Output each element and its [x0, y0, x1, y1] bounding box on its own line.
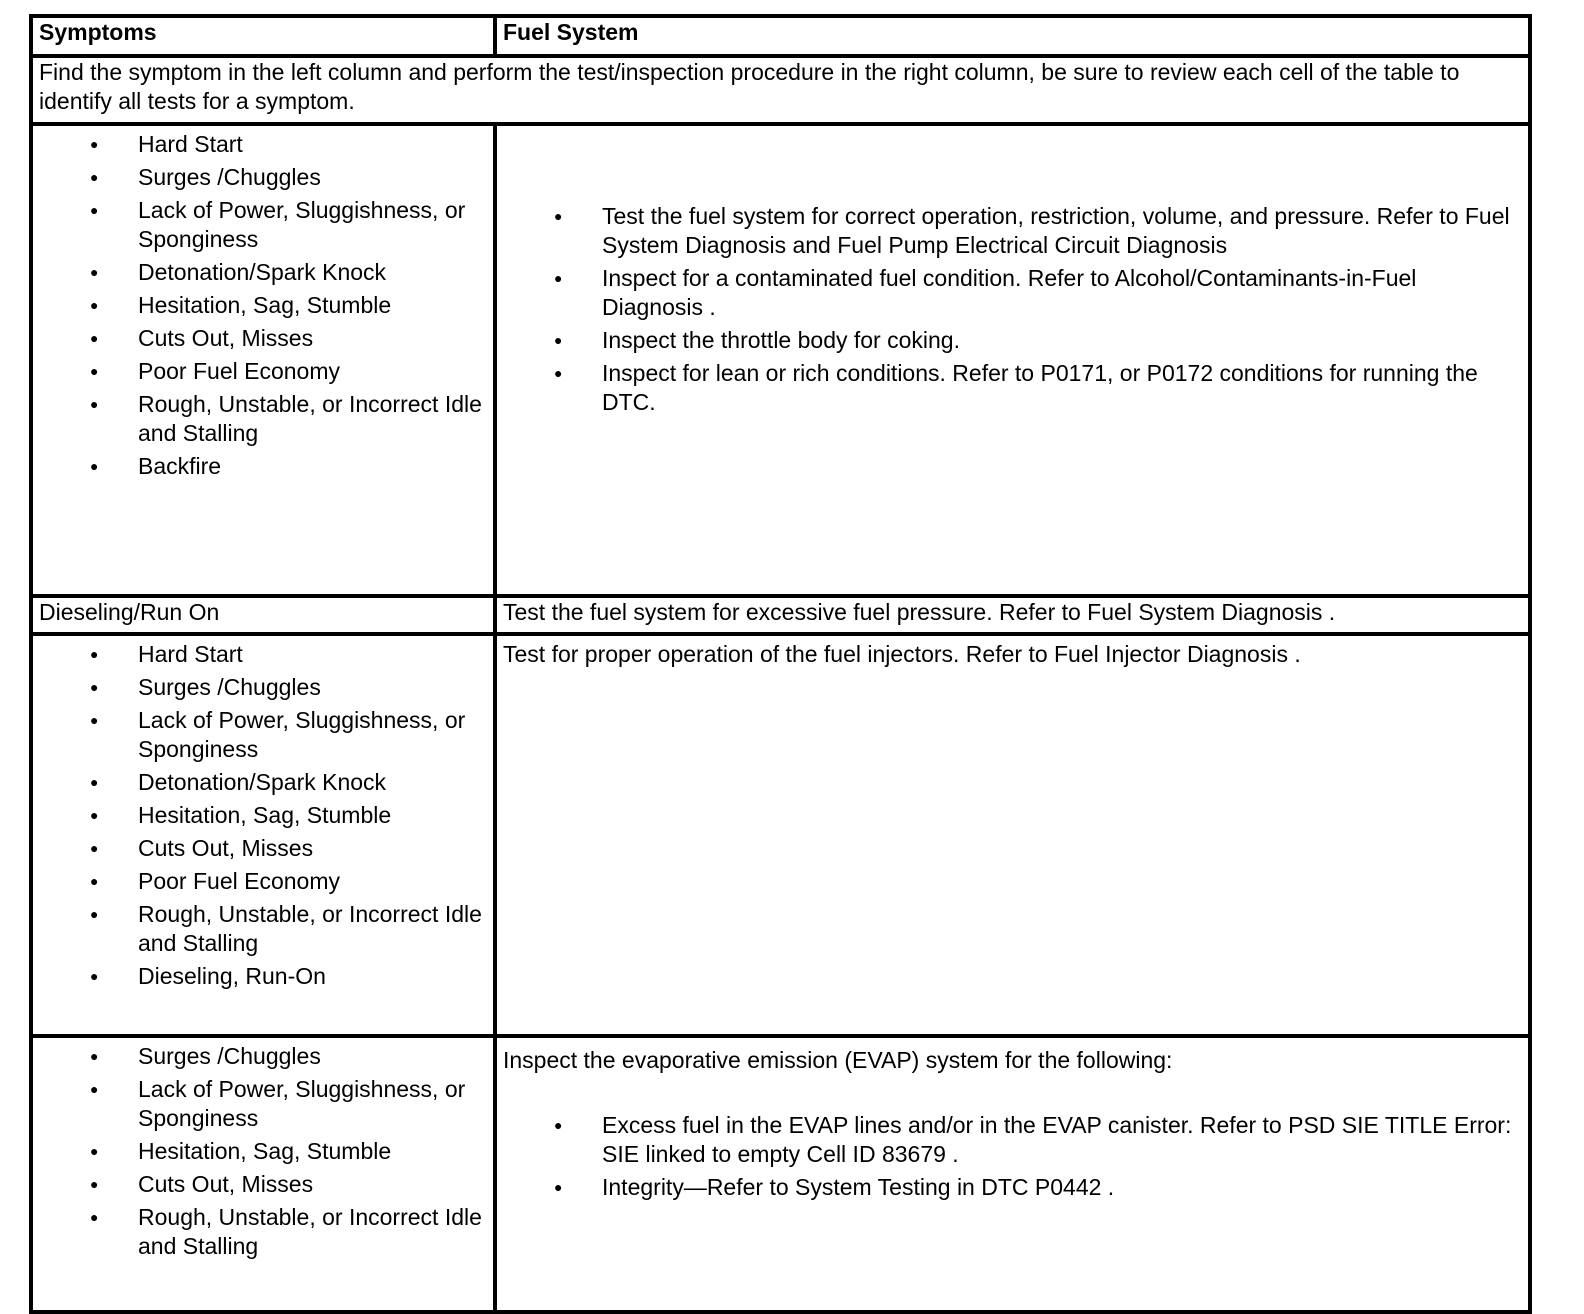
symptom-cell	[31, 634, 495, 1036]
list-item: ● Lack of Power, Sluggishness, or Sponginess	[138, 196, 487, 254]
action-cell	[495, 1036, 1530, 1312]
list-item: ● Surges /Chuggles	[138, 163, 487, 192]
symptom-list	[39, 130, 487, 481]
symptom-cell	[31, 124, 495, 596]
fuel-system-diagnosis-table	[29, 14, 1532, 1314]
list-item: ● Cuts Out, Misses	[138, 1170, 487, 1199]
list-item: ● Detonation/Spark Knock	[138, 258, 487, 287]
table-row	[31, 634, 1530, 1036]
action-list	[503, 202, 1522, 417]
symptom-cell	[31, 1036, 495, 1312]
intro-row	[31, 56, 1530, 124]
list-item: ● Rough, Unstable, or Incorrect Idle and Stalling	[138, 900, 487, 958]
fuel-system-header: Fuel System	[495, 16, 1530, 56]
intro-text: Find the symptom in the left column and perform the test/inspection procedure in the right column, be sure to review each cell of the table to identify all tests for a symptom.	[31, 56, 1530, 124]
symptom-cell: Dieseling/Run On	[31, 596, 495, 634]
list-item: ● Excess fuel in the EVAP lines and/or in the EVAP canister. Refer to PSD SIE TITLE Error: SIE linked to empty Cell ID 83679 .	[602, 1111, 1522, 1169]
action-cell: Test for proper operation of the fuel injectors. Refer to Fuel Injector Diagnosis .	[495, 634, 1530, 1036]
symptom-list	[39, 640, 487, 991]
list-item: ● Surges /Chuggles	[138, 673, 487, 702]
list-item: ● Test the fuel system for correct operation, restriction, volume, and pressure. Refer to Fuel System Diagnosis and Fuel Pump Electrical Circuit Diagnosis	[602, 202, 1522, 260]
table-row	[31, 596, 1530, 634]
list-item: ● Inspect the throttle body for coking.	[602, 326, 1522, 355]
list-item: ● Surges /Chuggles	[138, 1042, 487, 1071]
list-item: ● Inspect for lean or rich conditions. Refer to P0171, or P0172 conditions for running the DTC.	[602, 359, 1522, 417]
list-item: ● Rough, Unstable, or Incorrect Idle and Stalling	[138, 1203, 487, 1261]
action-cell: Test the fuel system for excessive fuel pressure. Refer to Fuel System Diagnosis .	[495, 596, 1530, 634]
header-row	[31, 16, 1530, 56]
list-item: ● Backfire	[138, 452, 487, 481]
list-item: ● Lack of Power, Sluggishness, or Sponginess	[138, 1075, 487, 1133]
table-row	[31, 1036, 1530, 1312]
list-item: ● Lack of Power, Sluggishness, or Sponginess	[138, 706, 487, 764]
symptoms-header: Symptoms	[31, 16, 495, 56]
list-item: ● Poor Fuel Economy	[138, 357, 487, 386]
symptom-list	[39, 1042, 487, 1261]
list-item: ● Integrity—Refer to System Testing in DTC P0442 .	[602, 1173, 1522, 1202]
list-item: ● Cuts Out, Misses	[138, 834, 487, 863]
list-item: ● Rough, Unstable, or Incorrect Idle and Stalling	[138, 390, 487, 448]
action-cell	[495, 124, 1530, 596]
list-item: ● Hard Start	[138, 640, 487, 669]
list-item: ● Poor Fuel Economy	[138, 867, 487, 896]
list-item: ● Hesitation, Sag, Stumble	[138, 801, 487, 830]
list-item: ● Dieseling, Run-On	[138, 962, 487, 991]
list-item: ● Cuts Out, Misses	[138, 324, 487, 353]
list-item: ● Hesitation, Sag, Stumble	[138, 291, 487, 320]
list-item: ● Hard Start	[138, 130, 487, 159]
table-row	[31, 124, 1530, 596]
action-intro: Inspect the evaporative emission (EVAP) system for the following:	[503, 1047, 1173, 1073]
list-item: ● Hesitation, Sag, Stumble	[138, 1137, 487, 1166]
action-list	[503, 1111, 1522, 1202]
list-item: ● Inspect for a contaminated fuel condition. Refer to Alcohol/Contaminants-in-Fuel Diagnosis .	[602, 264, 1522, 322]
list-item: ● Detonation/Spark Knock	[138, 768, 487, 797]
